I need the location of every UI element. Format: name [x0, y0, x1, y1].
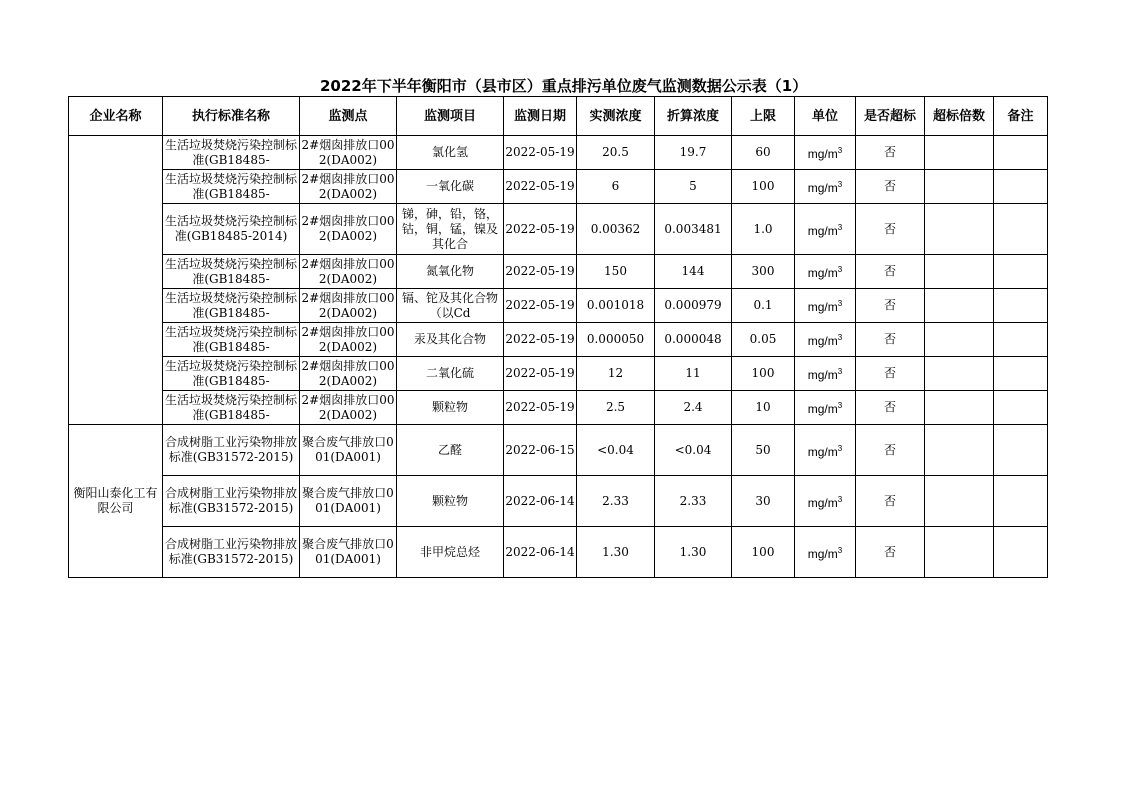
header-measured: 实测浓度 — [577, 97, 655, 136]
limit-cell: 10 — [732, 391, 795, 425]
measured-cell: 1.30 — [577, 527, 655, 578]
header-row — [69, 97, 1048, 136]
table-row — [69, 323, 1048, 357]
date-cell: 2022-05-19 — [504, 170, 577, 204]
note-cell — [994, 170, 1048, 204]
note-cell — [994, 476, 1048, 527]
multiple-cell — [925, 255, 994, 289]
converted-cell: 2.4 — [655, 391, 732, 425]
limit-cell: 100 — [732, 527, 795, 578]
multiple-cell — [925, 425, 994, 476]
converted-cell: 2.33 — [655, 476, 732, 527]
note-cell — [994, 425, 1048, 476]
point-cell: 2#烟囱排放口002(DA002) — [300, 170, 397, 204]
converted-cell: 5 — [655, 170, 732, 204]
multiple-cell — [925, 391, 994, 425]
date-cell: 2022-05-19 — [504, 323, 577, 357]
standard-cell: 生活垃圾焚烧污染控制标准(GB18485-2014) — [163, 204, 300, 255]
header-date: 监测日期 — [504, 97, 577, 136]
standard-cell: 生活垃圾焚烧污染控制标准(GB18485- — [163, 391, 300, 425]
table-row — [69, 289, 1048, 323]
exceed-cell: 否 — [856, 255, 925, 289]
unit-cell: $mg/m^3$ — [795, 204, 856, 255]
date-cell: 2022-06-14 — [504, 476, 577, 527]
multiple-cell — [925, 527, 994, 578]
standard-cell: 生活垃圾焚烧污染控制标准(GB18485- — [163, 289, 300, 323]
point-cell: 聚合废气排放口001(DA001) — [300, 425, 397, 476]
item-cell: 氯化氢 — [397, 136, 504, 170]
standard-cell: 生活垃圾焚烧污染控制标准(GB18485- — [163, 136, 300, 170]
header-point: 监测点 — [300, 97, 397, 136]
unit-cell: $mg/m^3$ — [795, 170, 856, 204]
unit-cell: $mg/m^3$ — [795, 357, 856, 391]
limit-cell: 50 — [732, 425, 795, 476]
multiple-cell — [925, 289, 994, 323]
date-cell: 2022-05-19 — [504, 136, 577, 170]
note-cell — [994, 527, 1048, 578]
measured-cell: 0.000050 — [577, 323, 655, 357]
emissions-table — [68, 96, 1048, 578]
date-cell: 2022-05-19 — [504, 391, 577, 425]
note-cell — [994, 204, 1048, 255]
multiple-cell — [925, 323, 994, 357]
exceed-cell: 否 — [856, 527, 925, 578]
exceed-cell: 否 — [856, 136, 925, 170]
item-cell: 镉、铊及其化合物（以Cd — [397, 289, 504, 323]
date-cell: 2022-06-14 — [504, 527, 577, 578]
exceed-cell: 否 — [856, 170, 925, 204]
date-cell: 2022-05-19 — [504, 204, 577, 255]
item-cell: 锑，砷，铅，铬，钴，铜，锰，镍及其化合 — [397, 204, 504, 255]
point-cell: 聚合废气排放口001(DA001) — [300, 476, 397, 527]
point-cell: 2#烟囱排放口002(DA002) — [300, 136, 397, 170]
item-cell: 颗粒物 — [397, 476, 504, 527]
standard-cell: 生活垃圾焚烧污染控制标准(GB18485- — [163, 170, 300, 204]
measured-cell: 2.33 — [577, 476, 655, 527]
item-cell: 汞及其化合物 — [397, 323, 504, 357]
point-cell: 2#烟囱排放口002(DA002) — [300, 204, 397, 255]
table-row — [69, 425, 1048, 476]
unit-cell: $mg/m^3$ — [795, 289, 856, 323]
company-name-cell: 衡阳山泰化工有限公司 — [69, 425, 163, 578]
point-cell: 2#烟囱排放口002(DA002) — [300, 323, 397, 357]
header-item: 监测项目 — [397, 97, 504, 136]
limit-cell: 0.05 — [732, 323, 795, 357]
converted-cell: 0.000979 — [655, 289, 732, 323]
table-row — [69, 527, 1048, 578]
exceed-cell: 否 — [856, 425, 925, 476]
exceed-cell: 否 — [856, 289, 925, 323]
date-cell: 2022-05-19 — [504, 357, 577, 391]
header-standard: 执行标准名称 — [163, 97, 300, 136]
standard-cell: 生活垃圾焚烧污染控制标准(GB18485- — [163, 357, 300, 391]
unit-cell: $mg/m^3$ — [795, 136, 856, 170]
item-cell: 二氧化硫 — [397, 357, 504, 391]
item-cell: 氮氧化物 — [397, 255, 504, 289]
point-cell: 聚合废气排放口001(DA001) — [300, 527, 397, 578]
converted-cell: 19.7 — [655, 136, 732, 170]
unit-cell: $mg/m^3$ — [795, 476, 856, 527]
multiple-cell — [925, 476, 994, 527]
header-exceed: 是否超标 — [856, 97, 925, 136]
point-cell: 2#烟囱排放口002(DA002) — [300, 289, 397, 323]
limit-cell: 300 — [732, 255, 795, 289]
note-cell — [994, 255, 1048, 289]
measured-cell: <0.04 — [577, 425, 655, 476]
unit-cell: $mg/m^3$ — [795, 527, 856, 578]
limit-cell: 30 — [732, 476, 795, 527]
point-cell: 2#烟囱排放口002(DA002) — [300, 357, 397, 391]
note-cell — [994, 136, 1048, 170]
table-row — [69, 170, 1048, 204]
exceed-cell: 否 — [856, 323, 925, 357]
item-cell: 非甲烷总烃 — [397, 527, 504, 578]
note-cell — [994, 323, 1048, 357]
date-cell: 2022-06-15 — [504, 425, 577, 476]
limit-cell: 60 — [732, 136, 795, 170]
date-cell: 2022-05-19 — [504, 255, 577, 289]
table-row — [69, 136, 1048, 170]
measured-cell: 150 — [577, 255, 655, 289]
standard-cell: 合成树脂工业污染物排放标准(GB31572-2015) — [163, 527, 300, 578]
header-note: 备注 — [994, 97, 1048, 136]
table-row — [69, 357, 1048, 391]
multiple-cell — [925, 170, 994, 204]
standard-cell: 合成树脂工业污染物排放标准(GB31572-2015) — [163, 425, 300, 476]
header-limit: 上限 — [732, 97, 795, 136]
unit-cell: $mg/m^3$ — [795, 425, 856, 476]
header-unit: 单位 — [795, 97, 856, 136]
header-company: 企业名称 — [69, 97, 163, 136]
exceed-cell: 否 — [856, 204, 925, 255]
unit-cell: $mg/m^3$ — [795, 391, 856, 425]
converted-cell: 1.30 — [655, 527, 732, 578]
standard-cell: 生活垃圾焚烧污染控制标准(GB18485- — [163, 255, 300, 289]
measured-cell: 6 — [577, 170, 655, 204]
standard-cell: 生活垃圾焚烧污染控制标准(GB18485- — [163, 323, 300, 357]
converted-cell: 144 — [655, 255, 732, 289]
note-cell — [994, 391, 1048, 425]
unit-cell: $mg/m^3$ — [795, 255, 856, 289]
measured-cell: 12 — [577, 357, 655, 391]
page-title: 2022年下半年衡阳市（县市区）重点排污单位废气监测数据公示表（1） — [320, 77, 808, 95]
header-converted: 折算浓度 — [655, 97, 732, 136]
converted-cell: <0.04 — [655, 425, 732, 476]
table-row — [69, 476, 1048, 527]
item-cell: 一氧化碳 — [397, 170, 504, 204]
limit-cell: 1.0 — [732, 204, 795, 255]
measured-cell: 0.00362 — [577, 204, 655, 255]
multiple-cell — [925, 204, 994, 255]
point-cell: 2#烟囱排放口002(DA002) — [300, 255, 397, 289]
exceed-cell: 否 — [856, 357, 925, 391]
multiple-cell — [925, 136, 994, 170]
header-multiple: 超标倍数 — [925, 97, 994, 136]
exceed-cell: 否 — [856, 476, 925, 527]
item-cell: 乙醛 — [397, 425, 504, 476]
item-cell: 颗粒物 — [397, 391, 504, 425]
note-cell — [994, 357, 1048, 391]
limit-cell: 100 — [732, 357, 795, 391]
converted-cell: 0.000048 — [655, 323, 732, 357]
measured-cell: 2.5 — [577, 391, 655, 425]
multiple-cell — [925, 357, 994, 391]
limit-cell: 0.1 — [732, 289, 795, 323]
note-cell — [994, 289, 1048, 323]
table-row — [69, 255, 1048, 289]
unit-cell: $mg/m^3$ — [795, 323, 856, 357]
converted-cell: 0.003481 — [655, 204, 732, 255]
table-row — [69, 204, 1048, 255]
table-row — [69, 391, 1048, 425]
company-name-cell — [69, 136, 163, 425]
converted-cell: 11 — [655, 357, 732, 391]
date-cell: 2022-05-19 — [504, 289, 577, 323]
point-cell: 2#烟囱排放口002(DA002) — [300, 391, 397, 425]
standard-cell: 合成树脂工业污染物排放标准(GB31572-2015) — [163, 476, 300, 527]
limit-cell: 100 — [732, 170, 795, 204]
exceed-cell: 否 — [856, 391, 925, 425]
measured-cell: 20.5 — [577, 136, 655, 170]
measured-cell: 0.001018 — [577, 289, 655, 323]
